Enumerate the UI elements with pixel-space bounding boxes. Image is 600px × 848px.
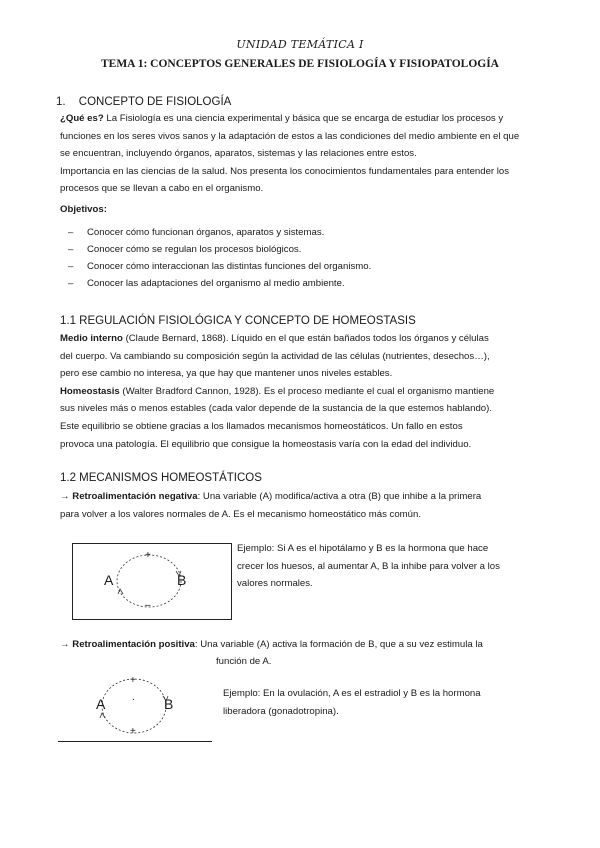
- what-paragraph: [60, 110, 556, 198]
- positive-feedback-line1: [60, 636, 560, 654]
- homeo-line2: sus niveles más o menos estables (cada valor depende de la sustancia de la que estemos hablando).: [60, 403, 492, 415]
- what-line3: se encuentran, incluyendo órganos, aparatos, sistemas y las relaciones entre estos.: [60, 148, 417, 160]
- positive-example: [223, 685, 557, 720]
- pos-example-line1: Ejemplo: En la ovulación, A es el estradiol y B es la hormona: [223, 688, 481, 699]
- arrow-right-icon: →: [60, 639, 70, 650]
- pos-example-line2: liberadora (gonadotropina).: [223, 705, 339, 717]
- what-line1: La Fisiología es una ciencia experimental y básica que se encarga de estudiar los procesos y: [106, 113, 504, 124]
- pos-plus-top: +: [130, 675, 136, 686]
- medio-label: Medio interno: [60, 333, 123, 344]
- section11-title: 1.1 REGULACIÓN FISIOLÓGICA Y CONCEPTO DE HOMEOSTASIS: [60, 315, 416, 327]
- pos-label: Retroalimentación positiva: [72, 639, 195, 650]
- neg-example-line1: Ejemplo: Si A es el hipotálamo y B es la hormona que hace: [237, 543, 489, 554]
- objective-item: – Conocer cómo funcionan órganos, aparatos y sistemas.: [68, 224, 548, 241]
- negative-feedback-paragraph: [60, 488, 556, 523]
- neg-label: Retroalimentación negativa: [72, 491, 198, 502]
- homeo-label: Homeostasis: [60, 385, 120, 397]
- negative-feedback-diagram: [72, 543, 232, 620]
- section12-title: 1.2 MECANISMOS HOMEOSTÁTICOS: [60, 472, 262, 484]
- medio-line1: (Claude Bernard, 1868). Líquido en el que están bañados todos los órganos y células: [125, 333, 489, 344]
- neg-plus-sign: +: [145, 550, 151, 561]
- arrow-right-icon: →: [60, 491, 70, 502]
- neg-node-b: B: [177, 572, 187, 588]
- neg-line2: para volver a los valores normales de A. Es el mecanismo homeostático más común.: [60, 508, 421, 520]
- medio-line3: pero ese cambio no interesa, ya que hay que mantener unos niveles estables.: [60, 368, 393, 380]
- pos-node-a: A: [96, 696, 106, 712]
- unit-title: UNIDAD TEMÁTICA I: [236, 38, 364, 51]
- pos-node-b: B: [164, 696, 174, 712]
- section1-number: 1.: [56, 96, 66, 108]
- importance-line1: Importancia en las ciencias de la salud. Nos presenta los conocimientos fundamentales para entender los: [60, 165, 510, 177]
- objective-item: – Conocer cómo se regulan los procesos biológicos.: [68, 241, 548, 258]
- objectives-label: Objetivos:: [60, 204, 107, 215]
- neg-example-line3: valores normales.: [237, 578, 313, 590]
- section1-heading: [56, 96, 231, 108]
- homeo-line3: Este equilibrio se obtiene gracias a los llamados mecanismos homeostáticos. Un fallo en estos: [60, 420, 463, 432]
- pos-line2: función de A.: [216, 656, 272, 667]
- medio-line2: del cuerpo. Va cambiando su composición según la actividad de las células (nutrientes, desechos…),: [60, 350, 490, 362]
- neg-example-line2: crecer los huesos, al aumentar A, B la inhibe para volver a los: [237, 560, 500, 572]
- topic-title: TEMA 1: CONCEPTOS GENERALES DE FISIOLOGÍA Y FISIOPATOLOGÍA: [100, 58, 499, 70]
- negative-example: [237, 540, 557, 593]
- homeo-line4: provoca una patología. El equilibrio que consigue la homeostasis varía con la edad del individuo.: [60, 438, 472, 450]
- section11-paragraph: [60, 330, 556, 453]
- pos-center-dot: .: [132, 692, 135, 703]
- objective-item: – Conocer las adaptaciones del organismo al medio ambiente.: [68, 275, 548, 292]
- objective-item: – Conocer cómo interaccionan las distintas funciones del organismo.: [68, 258, 548, 275]
- neg-minus-sign: –: [145, 600, 151, 611]
- section1-title: CONCEPTO DE FISIOLOGÍA: [78, 96, 232, 108]
- importance-line2: procesos que se llevan a cabo en el organismo.: [60, 183, 264, 195]
- pos-line1: : Una variable (A) activa la formación de B, que a su vez estimula la: [194, 639, 483, 650]
- what-label: ¿Qué es?: [60, 113, 104, 124]
- what-line2: funciones en los seres vivos sanos y la adaptación de estos a las condiciones del medio ambiente en el que: [60, 130, 520, 142]
- neg-node-a: A: [104, 572, 114, 588]
- divider-line: [58, 741, 212, 742]
- objectives-label-wrap: [60, 201, 107, 219]
- neg-line1: : Una variable (A) modifica/activa a otra (B) que inhibe a la primera: [197, 491, 482, 502]
- negative-feedback-cycle-icon: [73, 544, 231, 619]
- pos-plus-bottom: +: [130, 726, 136, 737]
- positive-feedback-diagram: [86, 672, 186, 742]
- homeo-line1: (Walter Bradford Cannon, 1928). Es el proceso mediante el cual el organismo mantiene: [122, 385, 495, 397]
- objectives-list: [68, 224, 548, 292]
